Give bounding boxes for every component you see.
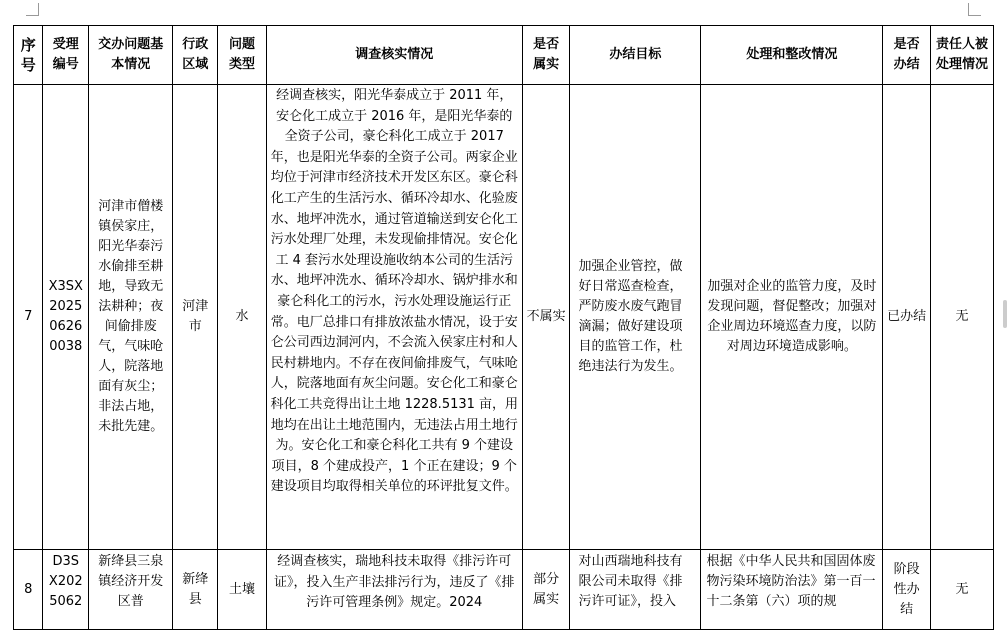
row-no: 8 (14, 550, 43, 630)
header-region: 行政区域 (173, 26, 218, 85)
row-id (43, 550, 89, 630)
handling-text: 加强对企业的监管力度，及时发现问题，督促整改；加强对企业周边环境巡查力度，以防对周边环境造成影响。 (707, 279, 877, 354)
table-row (14, 550, 994, 630)
id-line: X3SX (48, 279, 83, 294)
header-true: 是否属实 (522, 26, 570, 85)
header-goal: 办结目标 (570, 26, 701, 85)
region-text: 河津市 (182, 299, 209, 334)
header-closed: 是否办结 (883, 26, 931, 85)
row-handling (701, 85, 883, 550)
row-type: 水 (218, 85, 267, 550)
crop-mark-top-left (26, 3, 39, 16)
crop-mark-top-right (968, 3, 981, 16)
issue-text: 新绛县三泉镇经济开发区普 (98, 554, 164, 609)
row-handling (701, 550, 883, 630)
row-region (173, 85, 218, 550)
issue-text: 河津市僧楼镇侯家庄，阳光华泰污水偷排至耕地，导致无法耕种；夜间偷排废气，气味呛人，院落地面有灰尘；非法占地，未批先建。 (98, 199, 164, 434)
header-accountability: 责任人被处理情况 (930, 26, 993, 85)
row-closed: 已办结 (883, 85, 931, 550)
row-true (522, 550, 570, 630)
id-line: 0626 (49, 319, 83, 334)
id-line: 0038 (49, 339, 83, 354)
row-id (43, 85, 89, 550)
row-investigation (266, 550, 522, 630)
row-region (173, 550, 218, 630)
goal-text: 加强企业管控，做好日常巡查检查，严防废水废气跑冒滴漏；做好建设项目的监管工作，杜绝违法行为发生。 (578, 259, 683, 374)
table-row (14, 85, 994, 550)
row-true: 不属实 (522, 85, 570, 550)
id-line: X202 (48, 574, 83, 589)
id-line: D3S (52, 554, 80, 569)
investigation-text: 经调查核实，阳光华泰成立于 2011 年，安仑化工成立于 2016 年，是阳光华泰的全资子公司，豪仑科化工成立于 2017 年，也是阳光华泰的全资子公司。两家企业均位于河津市经济技术开发区东区。豪仑科化工产生的生活污水、循环冷却水、化验废水、地坪冲洗水，通过管道输送到安仑化工污水处理厂处理，未发现偷排情况。安仑化工 4 套污水处理设施收纳本公司的生活污水、地坪冲洗水、循环冷却水、锅炉排水和豪仑科化工的污水，污水处理设施运行正常。电厂总排口有排放浓盐水情况，设于安仑公司西边洞河内，不会流入侯家庄村和人民村耕地内。不存在夜间偷排废气，气味呛人，院落地面有灰尘问题。安仑化工和豪仑科化工共竞得出让土地 1228.5131 亩，用地均在出让土地范围内，无违法占用土地行为。安仑化工和豪仑科化工共有 9 个建设项目，8 个建成投产，1 个正在建设；9 个建设项目均取得相关单位的环评批复文件。 (270, 88, 519, 495)
id-line: 2025 (49, 299, 83, 314)
closed-text: 阶段性办结 (893, 561, 920, 617)
handling-text: 根据《中华人民共和国固体废物污染环境防治法》第一百一十二条第（六）项的规 (706, 554, 876, 609)
header-id: 受理编号 (43, 26, 89, 85)
region-text: 新绛县 (182, 571, 209, 607)
row-closed (883, 550, 931, 630)
scroll-handle[interactable] (1003, 300, 1007, 328)
investigation-text: 经调查核实，瑞地科技未取得《排污许可证》，投入生产非法排污行为，违反了《排污许可管理条例》规定。2024 (274, 554, 515, 611)
row-accountability: 无 (930, 550, 993, 630)
row-type: 土壤 (218, 550, 267, 630)
row-goal (570, 85, 701, 550)
header-handling: 处理和整改情况 (701, 26, 883, 85)
goal-text: 对山西瑞地科技有限公司未取得《排污许可证》，投入 (578, 554, 683, 609)
header-no: 序号 (14, 26, 43, 85)
row-goal (570, 550, 701, 630)
row-issue (89, 550, 173, 630)
header-issue: 交办问题基本情况 (89, 26, 173, 85)
complaint-table (13, 25, 994, 630)
row-no: 7 (14, 85, 43, 550)
true-text: 部分属实 (533, 571, 560, 607)
row-investigation (266, 85, 522, 550)
row-issue (89, 85, 173, 550)
row-accountability: 无 (930, 85, 993, 550)
header-type: 问题类型 (218, 26, 267, 85)
id-line: 5062 (49, 594, 83, 609)
header-investigation: 调查核实情况 (266, 26, 522, 85)
table-header-row (14, 26, 994, 85)
